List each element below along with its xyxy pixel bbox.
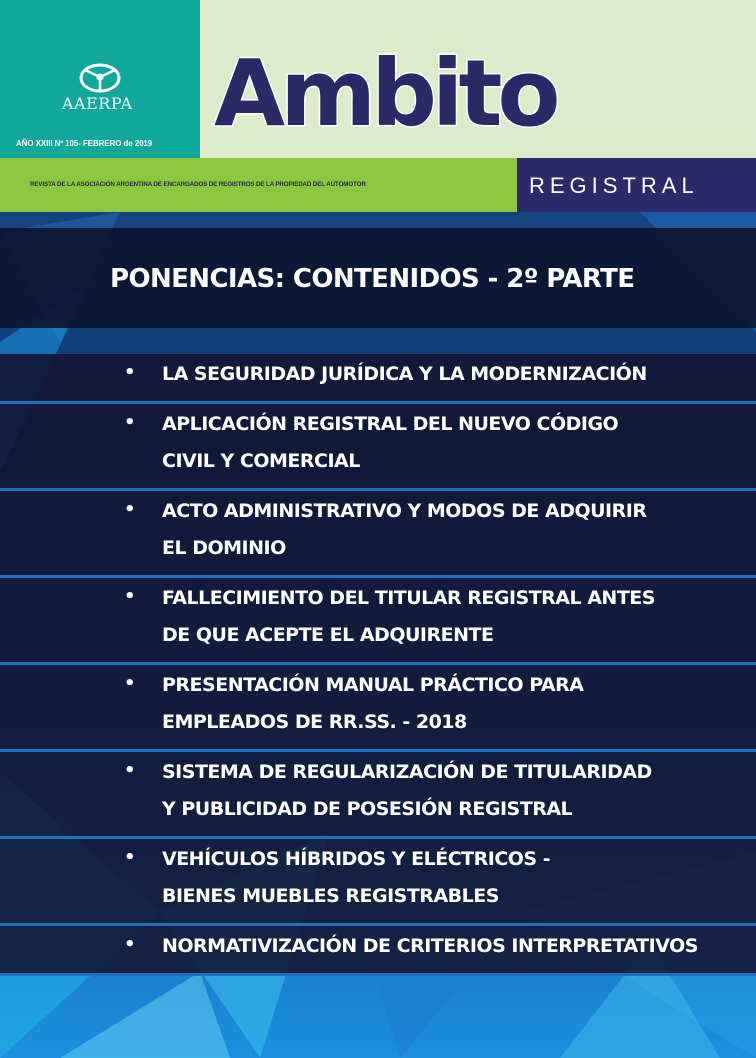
list-item-text: NORMATIVIZACIÓN DE CRITERIOS INTERPRETATIVOS xyxy=(162,935,698,957)
list-item-text: FALLECIMIENTO DEL TITULAR REGISTRAL ANTES xyxy=(162,587,655,609)
issue-info: AÑO XXIII Nº 105- FEBRERO de 2019 xyxy=(16,139,153,148)
list-item-text: ACTO ADMINISTRATIVO Y MODOS DE ADQUIRIR xyxy=(162,500,647,522)
list-item xyxy=(0,752,756,839)
bullet-icon: • xyxy=(124,673,136,694)
list-item-text: EL DOMINIO xyxy=(162,537,286,559)
bullet-icon: • xyxy=(124,760,136,781)
list-item xyxy=(0,578,756,665)
masthead-sub: REGISTRAL xyxy=(529,173,699,198)
page-title: PONENCIAS: CONTENIDOS - 2º PARTE xyxy=(110,264,635,294)
bullet-icon: • xyxy=(124,934,136,955)
list-item xyxy=(0,491,756,578)
list-item xyxy=(0,926,756,976)
list-item xyxy=(0,404,756,491)
association-logo-text: AAERPA xyxy=(62,94,133,113)
magazine-subtitle: REVISTA DE LA ASOCIACIÓN ARGENTINA DE ENCARGADOS DE REGISTROS DE LA PROPIEDAD DEL AUTOMOTOR xyxy=(30,181,366,188)
list-item xyxy=(0,665,756,752)
list-item-text: PRESENTACIÓN MANUAL PRÁCTICO PARA xyxy=(162,674,584,696)
bullet-icon: • xyxy=(124,586,136,607)
list-item-text: LA SEGURIDAD JURÍDICA Y LA MODERNIZACIÓN xyxy=(162,363,647,385)
bullet-icon: • xyxy=(124,362,136,383)
list-item-text: BIENES MUEBLES REGISTRABLES xyxy=(162,885,499,907)
list-item-text: VEHÍCULOS HÍBRIDOS Y ELÉCTRICOS - xyxy=(162,848,551,870)
list-item xyxy=(0,354,756,404)
magazine-masthead: Ambito xyxy=(214,40,556,147)
bullet-icon: • xyxy=(124,847,136,868)
list-item xyxy=(0,839,756,926)
list-item-text: DE QUE ACEPTE EL ADQUIRENTE xyxy=(162,624,494,646)
list-item-text: SISTEMA DE REGULARIZACIÓN DE TITULARIDAD xyxy=(162,761,652,783)
list-item-text: EMPLEADOS DE RR.SS. - 2018 xyxy=(162,711,467,733)
list-item-text: APLICACIÓN REGISTRAL DEL NUEVO CÓDIGO xyxy=(162,413,619,435)
bullet-icon: • xyxy=(124,412,136,433)
bullet-icon: • xyxy=(124,499,136,520)
list-item-text: Y PUBLICIDAD DE POSESIÓN REGISTRAL xyxy=(162,798,573,820)
list-item-text: CIVIL Y COMERCIAL xyxy=(162,450,360,472)
